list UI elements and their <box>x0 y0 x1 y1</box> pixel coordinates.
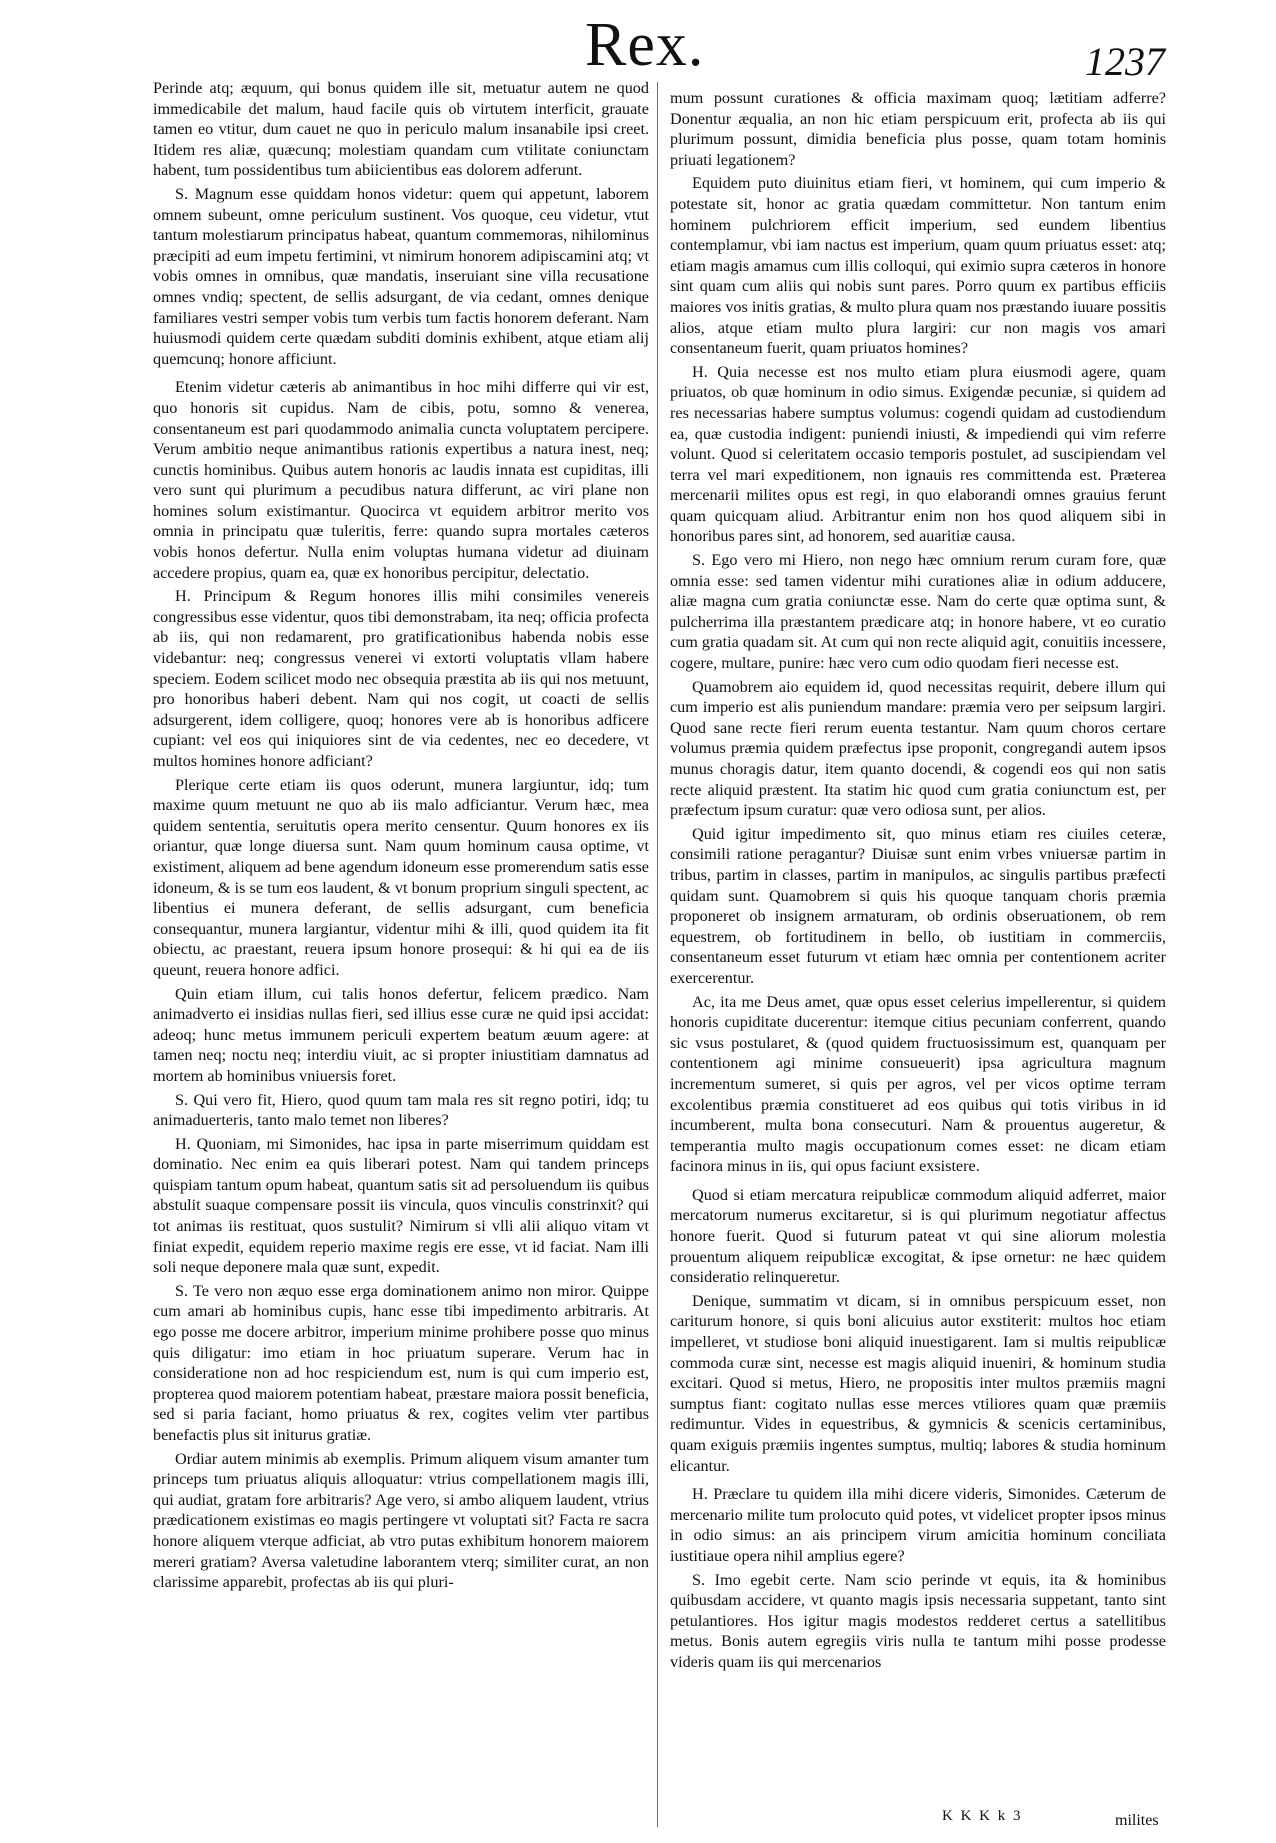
paragraph: H. Quia necesse est nos multo etiam plura eiusmodi agere, quam priuatos, ob quæ hominum in odio simus. Exigendæ pecuniæ, si quidem ad res necessarias habere sumptus volumus: cogendi quidam ad custodiendum ea, quæ custodia indigent: puniendi iniusti, & impediendi qui vim referre volunt. Quod si celeritatem occasio temporis postulet, ad suscipiendam vel terra vel mari expeditionem, non ignauis res committenda est. Præterea mercenarii milites opus est regi, in quo elaborandi omnes grauius ferunt quam quicquam aliud. Arbitrantur enim non hos quod aliquem sibi in honoribus pares sint, ad honorem, sed auaritiæ causa. <box>670 362 1166 546</box>
paragraph: S. Te vero non æquo esse erga dominationem animo non miror. Quippe cum amari ab hominibus cupis, hanc esse tibi impedimento arbitraris. At ego posse me docere arbitror, imperium minime prohibere posse quo minus quis diligatur: imo etiam in hoc priuatum superare. Verum hac in consideratione non ad hoc respiciendum est, num is qui cum imperio est, propterea quod maiorem potentiam habeat, præstare maiora possit beneficia, sed si paria faciant, homo priuatus & rex, cogites velim vter partibus benefactis plus sit initurus gratiæ. <box>153 1281 649 1444</box>
paragraph: Perinde atq; æquum, qui bonus quidem ille sit, metuatur autem ne quod immedicabile det malum, haud facile quis ob virtutem interficit, grauate tamen eo vtitur, dum cauet ne quo in periculo malum insanabile ipsi creet. Itidem res aliæ, quæcunq; molestiam quandam cum vtilitate coniunctam habent, tum possidentibus tum abiicientibus eas dolorem adferunt. <box>153 79 649 180</box>
signature-mark: K K K k 3 <box>942 1808 1023 1824</box>
paragraph: Ordiar autem minimis ab exemplis. Primum aliquem visum amanter tum princeps tum priuatus aliquis alloquatur: vtrius compellationem magis illi, qui audiat, gratam fore arbitraris? Age vero, si ambo aliquem laudent, vtrius prædicationem existimas eo magis pertingere vt voluptati sit? Facta re sacra honore aliquem vterque adficiat, ab vtro putas exhibitum honorem maiorem mereri gratiam? Aversa valetudine laborantem vterq; similiter curat, an non clarissime apparebit, profectas ab iis qui pluri- <box>153 1449 649 1592</box>
running-title: Rex. <box>585 11 705 79</box>
paragraph: Denique, summatim vt dicam, si in omnibus perspicuum esset, non cariturum honore, si quis boni alicuius autor exstiterit: multos hoc etiam impelleret, vt studiose boni aliquid inuestigarent. Iam si multis reipublicæ commoda curæ sint, necesse est magis aliquid inueniri, & hominum studia excitari. Quod si metus, Hiero, ne propositis inter multos præmiis magni sumptus fiant: cogitato nullas esse merces vtiliores quam quæ præmiis redimuntur. Vides in equestribus, & gymnicis & scenicis certaminibus, quam exiguis præmiis ingentes sumptus, multiq; labores & studia hominum elicantur. <box>670 1291 1166 1475</box>
paragraph: Quod si etiam mercatura reipublicæ commodum aliquid adferret, maior mercatorum numerus excitaretur, si is qui plurimum negotiatur affectus honore fuerit. Quod si futurum pateat vt qui sine aliorum molestia prouentum aliquem reipublicæ excogitat, & ipse ornetur: ne hæc quidem consideratio relinqueretur. <box>670 1185 1166 1287</box>
paragraph: Quin etiam illum, cui talis honos defertur, felicem prædico. Nam animadverto ei insidias nullas fieri, sed illius esse curæ ne quid ipsi accidat: adeoq; hunc metus immunem periculi expertem beatum æuum agere: at tamen neq; noctu neq; interdiu viuit, ac si propter iniustitiam damnatus ad mortem ab hominibus vniuersis foret. <box>153 984 649 1085</box>
paragraph: S. Imo egebit certe. Nam scio perinde vt equis, ita & hominibus quibusdam accidere, vt quanto magis ipsis necessaria suppetant, tanto sint petulantiores. Hos igitur magis modestos redderet certus a satellitibus metus. Bonis autem egregiis viris nulla te tantum mihi posse prodesse videris quam iis qui mercenarios <box>670 1570 1166 1671</box>
column-divider <box>657 82 658 1827</box>
paragraph: H. Quoniam, mi Simonides, hac ipsa in parte miserrimum quiddam est dominatio. Nec enim ea quis liberari potest. Nam qui tandem princeps quispiam tantum opum habeat, quantum satis sit ad persoluendum iis quibus abstulit suaque compensare possit iis vincula, quos vinculis constrinxit? qui tot animas iis restituat, quos sustulit? Nimirum si vlli alii aliquo vitam vt finiat expedit, equidem reperio maxime regis ere esse, vt id faciat. Nam illi soli neque deponere mala quæ sunt, expedit. <box>153 1134 649 1277</box>
right-text-column <box>670 88 1166 1676</box>
catchword: milites <box>1115 1812 1159 1829</box>
paragraph: S. Ego vero mi Hiero, non nego hæc omnium rerum curam fore, quæ omnia esse: sed tamen videntur mihi curationes aliæ in odium adducere, aliæ magna cum gratia coniunctæ esse. Nam do certe quæ optima sunt, & pulcherrima illa præstantem prædicare atq; in honore habere, vt eo curatio cum gratia quadam sit. At cum qui non recte aliquid agit, conuitiis incessere, cogere, multare, punire: hæc vero cum odio quodam fieri necesse est. <box>670 551 1166 673</box>
paragraph: Quamobrem aio equidem id, quod necessitas requirit, debere illum qui cum imperio est alis puniendum mandare: præmia vero per seipsum largiri. Quod sane recte fieri rerum euenta testantur. Nam quum choros certare volumus præmia quidem præfectus ipse proponit, congregandi autem ipsos munus choragis datur, item quanto docendi, & cogendi eos qui non satis recte aliquid præstent. Ita statim hic quod cum gratia coniunctum est, per præfectum ipsum curatur: quæ vero odiosa sunt, per alios. <box>670 677 1166 820</box>
paragraph: mum possunt curationes & officia maximam quoq; lætitiam adferre? Donentur æqualia, an non hic etiam perspicuum erit, profecta ab iis qui plurimum possunt, dimidia beneficia plus posse, quam totam hominis priuati legationem? <box>670 89 1166 169</box>
paragraph: Quid igitur impedimento sit, quo minus etiam res ciuiles ceteræ, consimili ratione peragantur? Diuisæ sunt enim vrbes vniuersæ partim in tribus, partim in classes, partim in manipulos, ac singulis partibus præfecti quidam sunt. Quamobrem si quis his quoque tanquam choris præmia proponeret ob insignem armaturam, ob ordinis obseruationem, ob rem equestrem, ob fortitudinem in bello, ob iustitiam in commerciis, consentaneum esset futurum vt etiam hæc omnia per contentionem acriter exercerentur. <box>670 824 1166 987</box>
paragraph: Etenim videtur cæteris ab animantibus in hoc mihi differre qui vir est, quo honoris sit cupidus. Nam de cibis, potu, somno & venerea, consentaneum est pari quodammodo animalia cuncta voluptatem percipere. Verum ambitio neque animantibus rationis expertibus a natura inest, neq; cunctis hominibus. Quibus autem honoris ac laudis innata est cupiditas, illi vero sunt qui plurimum a pecudibus natura differunt, ac viri plane non homines solum existimantur. Quocirca vt equidem arbitror merito vos omnia in principatu quæ tuleritis, ferre: quando supra mortales cæteros vobis honos defertur. Nulla enim voluptas humana videtur ad diuinam accedere propius, quam ea, quæ ex honoribus percipitur, delectatio. <box>153 378 649 582</box>
paragraph: H. Principum & Regum honores illis mihi consimiles venereis congressibus esse videntur, quos tibi demonstrabam, ita neq; officia profecta ab iis, qui non redamarent, pro gratificationibus habenda nobis esse videbantur: neq; congressus venerei vi extorti voluptatis vllam habere speciem. Eodem scilicet modo nec obsequia præstita ab iis qui nos metuunt, pro honoribus haberi debent. Nam qui nos cogit, ut coacti de sellis adsurgerent, idem colligere, quoq; honores vere ab is honoribus adficere cupiant: vel eos qui iniquiores sint de via cedentes, nec eo decedere, vt multos homines honore adficiant? <box>153 587 649 770</box>
paragraph: Plerique certe etiam iis quos oderunt, munera largiuntur, idq; tum maxime quum metuunt ne quo ab iis malo adficiantur. Verum hæc, mea quidem sententia, seruitutis opera merito censentur. Quum honores ex iis oriantur, quæ longe diuersa sunt. Nam quum hominum causa optime, vt existiment, aliquem ad bene agendum idoneum esse promerendum satis esse idoneum, & is se tum eos laudent, & vt bonum proprium singuli spectent, ac libentius ei munera deferant, de sellis adsurgant, cum beneficia consequantur, munera largiantur, videntur mihi & illi, quod quidem ita fit obiectu, ac praestant, reuera ipsum honore prosequi: & hi qui ea de iis queunt, reuera honore adfici. <box>153 775 649 979</box>
paragraph: H. Præclare tu quidem illa mihi dicere videris, Simonides. Cæterum de mercenario milite tum prolocuto quid potes, vt videlicet propter ipsos minus in odio simus: an ais principem virum amicitia hominum conciliata iustitiaue opera nihil amplius egere? <box>670 1485 1166 1565</box>
left-text-column <box>153 78 649 1596</box>
paragraph: S. Magnum esse quiddam honos videtur: quem qui appetunt, laborem omnem subeunt, omne periculum sustinent. Vos quoque, ceu videtur, vtut tantum molestiarum principatus habeat, quantum commemoras, nihilominus præcipiti ad eum impetu fertimini, vt nimirum honorem adipiscamini atq; vt vobis omnes in omnibus, quæ mandatis, inseruiant sine villa recusatione omnes vndiq; spectent, de sellis adsurgant, de via cedant, omnes denique familiares vestri semper vobis tum verbis tum factis honorem deferant. Nam huiusmodi quidem certe quædam subditi dominis exhibent, atque etiam alij quemcunq; honore afficiunt. <box>153 184 649 368</box>
page-number: 1237 <box>1085 39 1165 84</box>
paragraph: Ac, ita me Deus amet, quæ opus esset celerius impellerentur, si quidem honoris cupiditate ducerentur: itemque citius pecuniam conferrent, quando sic vsus postularet, & (quod quidem fructuosissimum est, quanquam per contentionem agi minime consueuerit) ipsa agricultura magnum incrementum sumeret, si quis per agros, vel per vicos optime terram excolentibus præmia constitueret ad eos quibus qui totis viribus in id incumberent, multa bona consecuturi. Nam & prouentus augeretur, & temperantia multo magis occupationum comes esset: ne dicam etiam facinora minus in iis, qui opus faciunt exsistere. <box>670 992 1166 1176</box>
paragraph: S. Qui vero fit, Hiero, quod quum tam mala res sit regno potiri, idq; tu animaduerteris, tanto malo temet non liberes? <box>153 1090 649 1130</box>
paragraph: Equidem puto diuinitus etiam fieri, vt hominem, qui cum imperio & potestate sit, honor ac gratia quædam committetur. Non tantum enim hominem pulchriorem efficit imperium, sed eundem libentius contemplamur, vbi iam nactus est imperium, quam quum priuatus esset: atq; etiam magis amamus cum illis colloqui, qui eximio supra cæteros in honore sint quam cum aliis qui nobis sunt pares. Porro quum ex partibus efficiis maiores vos initis gratias, & multo plura quam nos præstando iuuare possitis alios, atque etiam multo plura largiri: cur non magis vos amari consentaneum fuerit, quam priuatos homines? <box>670 174 1166 358</box>
